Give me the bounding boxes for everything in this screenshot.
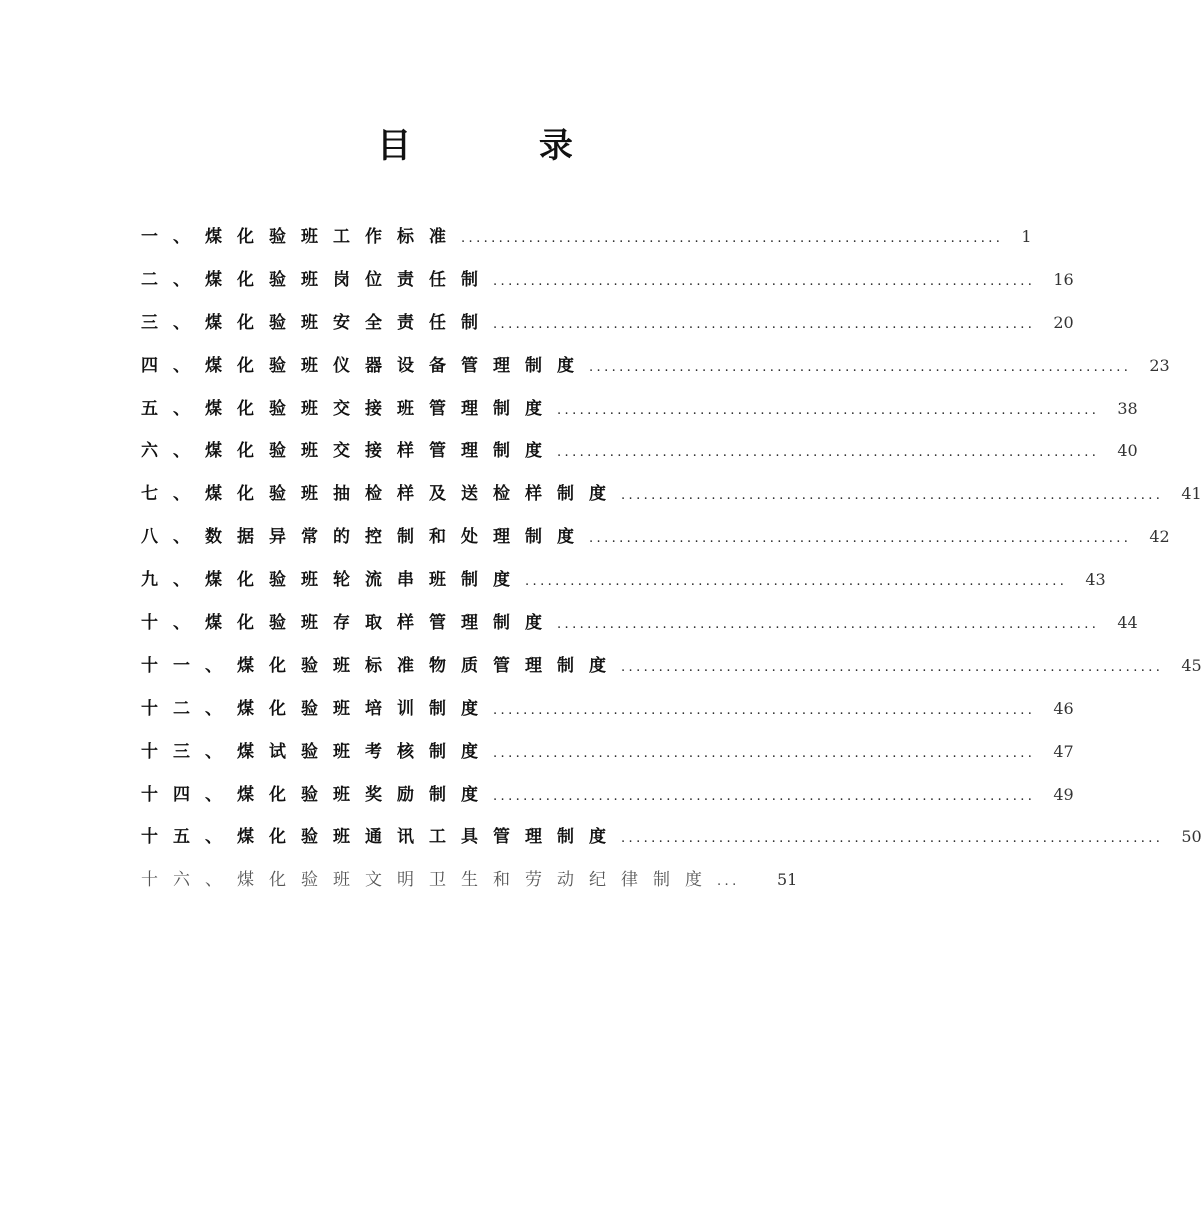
toc-entry-label: 六、煤化验班交接样管理制度 [141,441,557,462]
toc-page-number: 49 [1053,784,1074,804]
toc-page-number: 38 [1117,398,1138,418]
toc-entry-15[interactable] [141,816,1202,859]
toc-dot-leader: ........................................................................ [461,231,1004,246]
toc-dot-leader: ... [717,874,740,890]
toc-page-number: 41 [1181,484,1202,504]
toc-entry-label: 十二、煤化验班培训制度 [141,698,493,719]
toc-entry-label: 三、煤化验班安全责任制 [141,312,493,333]
toc-entry-12[interactable] [141,688,1074,731]
toc-dot-leader: ........................................................................ [589,359,1132,375]
toc-dot-leader: ........................................................................ [557,445,1100,461]
toc-page-number: 42 [1149,527,1170,547]
toc-dot-leader: ........................................................................ [621,488,1164,504]
toc-page-number: 50 [1181,827,1202,847]
toc-entry-11[interactable] [141,645,1202,688]
toc-page-number: 1 [1021,227,1032,246]
toc-entry-4[interactable] [141,345,1170,388]
toc-entry-label: 十四、煤化验班奖励制度 [141,784,493,805]
toc-entry-10[interactable] [141,602,1138,645]
toc-page-number: 23 [1149,355,1170,375]
toc-dot-leader: ........................................................................ [493,745,1036,761]
toc-entry-8[interactable] [141,516,1170,559]
toc-page-number: 44 [1117,613,1138,633]
toc-entry-label: 一、煤化验班工作标准 [141,227,461,247]
toc-entry-1[interactable] [141,216,1032,259]
toc-page-number: 45 [1181,655,1202,675]
toc-entry-16[interactable] [141,859,821,902]
toc-entry-label: 十五、煤化验班通讯工具管理制度 [141,827,621,848]
toc-entry-5[interactable] [141,388,1138,431]
toc-entry-7[interactable] [141,473,1202,516]
toc-dot-leader: ........................................................................ [621,659,1164,675]
toc-page-number: 51 [777,870,798,890]
toc-entry-label: 七、煤化验班抽检样及送检样制度 [141,484,621,505]
toc-page-number: 20 [1053,312,1074,332]
toc-entry-3[interactable] [141,302,1074,345]
toc-dot-leader: ........................................................................ [525,574,1068,590]
toc-dot-leader: ........................................................................ [493,273,1036,289]
toc-page-number: 46 [1053,698,1074,718]
toc-dot-leader: ........................................................................ [589,531,1132,547]
page-title: 目 录 [377,126,631,166]
toc-entry-label: 四、煤化验班仪器设备管理制度 [141,355,589,376]
toc-page-number: 47 [1053,741,1074,761]
toc-dot-leader: ........................................................................ [557,617,1100,633]
toc-entry-label: 十六、煤化验班文明卫生和劳动纪律制度 [141,870,717,891]
toc-dot-leader: ........................................................................ [557,402,1100,418]
toc-entry-label: 八、数据异常的控制和处理制度 [141,527,589,548]
toc-entry-label: 十三、煤试验班考核制度 [141,741,493,762]
toc-page-number: 16 [1053,269,1074,289]
toc-entry-label: 十、煤化验班存取样管理制度 [141,613,557,634]
toc-entry-6[interactable] [141,430,1138,473]
table-of-contents [141,216,1202,902]
toc-entry-13[interactable] [141,731,1074,774]
toc-entry-label: 十一、煤化验班标准物质管理制度 [141,655,621,676]
toc-entry-label: 五、煤化验班交接班管理制度 [141,398,557,419]
toc-entry-14[interactable] [141,774,1074,817]
toc-dot-leader: ........................................................................ [621,831,1164,847]
toc-entry-label: 九、煤化验班轮流串班制度 [141,570,525,591]
toc-entry-label: 二、煤化验班岗位责任制 [141,269,493,290]
toc-dot-leader: ........................................................................ [493,316,1036,332]
toc-dot-leader: ........................................................................ [493,788,1036,804]
toc-entry-9[interactable] [141,559,1106,602]
toc-page-number: 40 [1117,441,1138,461]
toc-dot-leader: ........................................................................ [493,702,1036,718]
toc-page-number: 43 [1085,570,1106,590]
toc-entry-2[interactable] [141,259,1074,302]
